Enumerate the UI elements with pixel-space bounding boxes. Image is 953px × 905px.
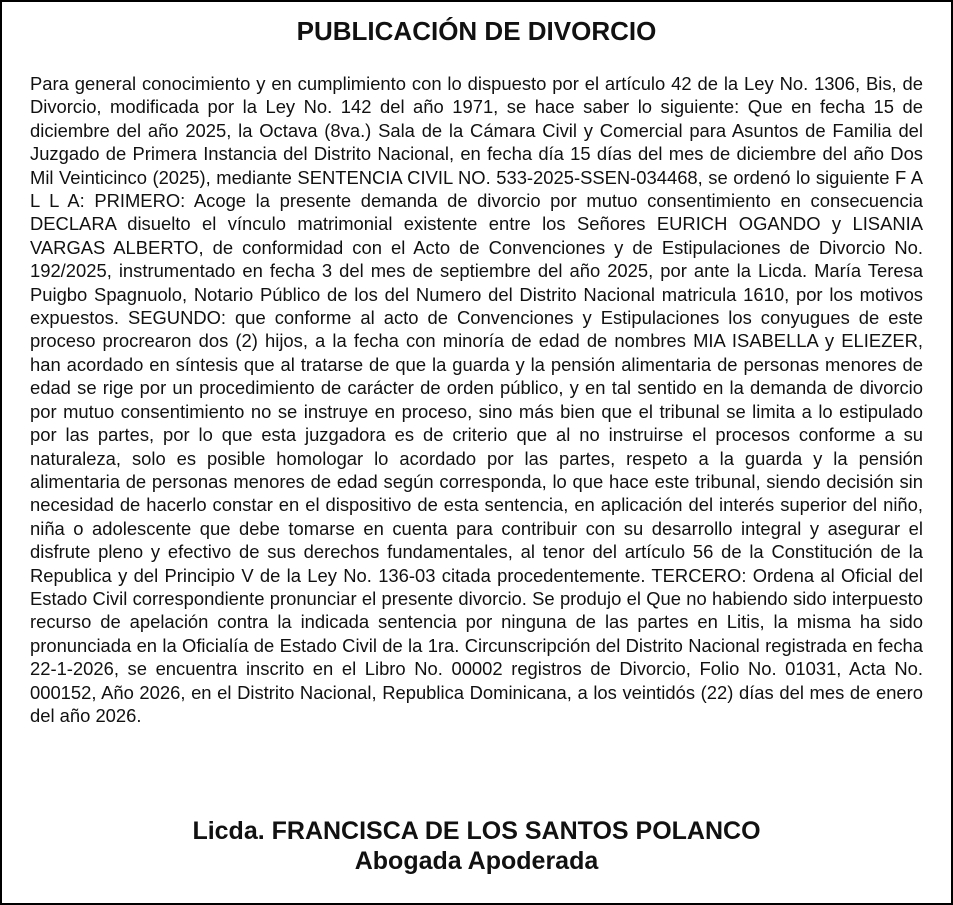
notice-body: Para general conocimiento y en cumplimiento con lo dispuesto por el artículo 42 de la Ley No. 1306, Bis, de Divorcio, modificada por la Ley No. 142 del año 1971, se hace saber lo siguiente: Que en fecha 15 de diciembre del año 2025, la Octava (8va.) Sala de la Cámara Civil y Comercial para Asuntos de Familia del Juzgado de Primera Instancia del Distrito Nacional, en fecha día 15 días del mes de diciembre del año Dos Mil Veinticinco (2025), mediante SENTENCIA CIVIL NO. 533-2025-SSEN-034468, se ordenó lo siguiente F A L L A: PRIMERO: Acoge la presente demanda de divorcio por mutuo consentimiento en consecuencia DECLARA disuelto el vínculo matrimonial existente entre los Señores EURICH OGANDO y LISANIA VARGAS ALBERTO, de conformidad con el Acto de Convenciones y de Estipulaciones de Divorcio No. 192/2025, instrumentado en fecha 3 del mes de septiembre del año 2025, por ante la Licda. María Teresa Puigbo Spagnuolo, Notario Público de los del Numero del Distrito Nacional matricula 1610, por los motivos expuestos. SEGUNDO: que conforme al acto de Convenciones y Estipulaciones los conyugues de este proceso procrearon dos (2) hijos, a la fecha con minoría de edad de nombres MIA ISABELLA y ELIEZER, han acordado en síntesis que al tratarse de que la guarda y la pensión alimentaria de personas menores de edad se rige por un procedimiento de carácter de orden público, y en tal sentido en la demanda de divorcio por mutuo consentimiento no se instruye en proceso, sino más bien que el tribunal se limita a lo estipulado por las partes, por lo que esta juzgadora es de criterio que al no instruirse el procesos conforme a su naturaleza, solo es posible homologar lo acordado por las partes, respeto a la guarda y la pensión alimentaria de personas menores de edad según corresponda, lo que hace este tribunal, siendo decisión sin necesidad de hacerlo constar en el dispositivo de esta sentencia, en aplicación del interés superior del niño, niña o adolescente que debe tomarse en cuenta para contribuir con su desarrollo integral y asegurar el disfrute pleno y efectivo de sus derechos fundamentales, al tenor del artículo 56 de la Constitución de la Republica y del Principio V de la Ley No. 136-03 citada procedentemente. TERCERO: Ordena al Oficial del Estado Civil correspondiente pronunciar el presente divorcio. Se produjo el Que no habiendo sido interpuesto recurso de apelación contra la indicada sentencia por ninguna de las partes en Litis, la misma ha sido pronunciada en la Oficialía de Estado Civil de la 1ra. Circunscripción del Distrito Nacional registrada en fecha 22-1-2026, se encuentra inscrito en el Libro No. 00002 registros de Divorcio, Folio No. 01031, Acta No. 000152, Año 2026, en el Distrito Nacional, Republica Dominicana, a los veintidós (22) días del mes de enero del año 2026. <box>30 73 923 726</box>
signature-name: Licda. FRANCISCA DE LOS SANTOS POLANCO <box>192 817 761 845</box>
notice-title: PUBLICACIÓN DE DIVORCIO <box>296 16 657 46</box>
signature-block <box>2 816 951 876</box>
signature-role: Abogada Apoderada <box>354 847 599 875</box>
